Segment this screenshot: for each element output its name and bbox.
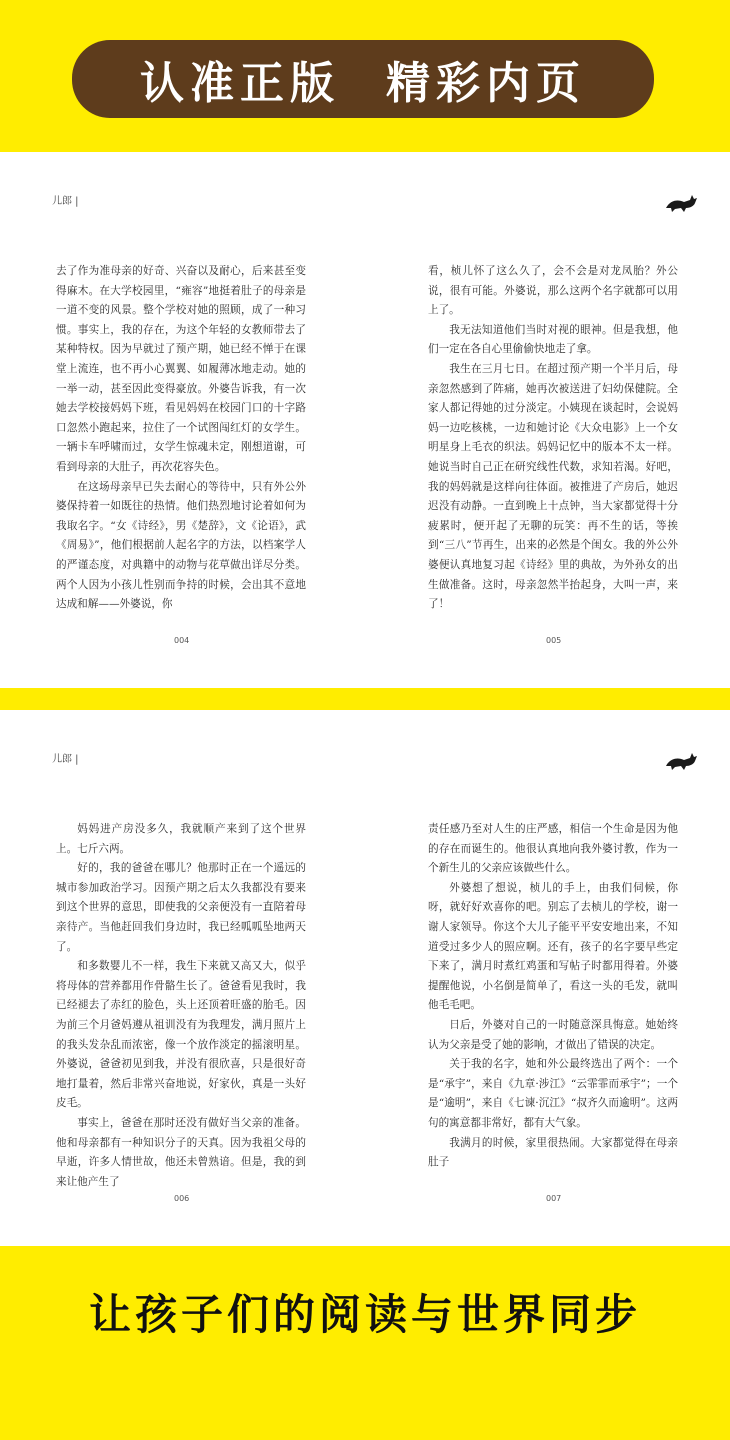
running-head: 儿郎 | [52,754,79,765]
paragraph: 在这场母亲早已失去耐心的等待中，只有外公外婆保持着一如既往的热情。他们热烈地讨论着如何为我取名字。“女《诗经》，男《楚辞》，文《论语》，武《周易》”，他们根据前人起名字的方法，以档案学人的严谨态度，对典籍中的动物与花草做出详尽分类。两个人因为小孩儿性别而争持的时候，会出其不意地达成和解——外婆说，你 [56,480,306,611]
authentic-edition-banner [72,40,654,118]
banner-right-text: 精彩内页 [386,58,586,109]
cat-icon [664,190,698,214]
page-number: 007 [546,1194,562,1203]
paragraph: 我无法知道他们当时对视的眼神。但是我想，他们一定在各自心里偷偷快地走了拿。 [428,323,678,356]
page-number: 005 [546,636,562,645]
paragraph: 好的，我的爸爸在哪儿？他那时正在一个遥远的城市参加政治学习。因预产期之后太久我都没有要来到这个世界的意思，即使我的父亲便没有一直陪着母亲待产。当他赶回我们身边时，我已经呱呱坠地两天了。 [56,862,306,953]
top-banner-band [0,0,730,152]
right-page-text [428,820,678,1173]
paragraph: 妈妈进产房没多久，我就顺产来到了这个世界上。七斤六两。 [56,823,306,855]
right-page-text [428,262,678,615]
book-spread-2 [0,710,730,1246]
paragraph: 事实上，爸爸在那时还没有做好当父亲的准备。他和母亲都有一种知识分子的天真。因为我祖父母的早逝，许多人情世故，他还未曾熟谙。但是，我的到来让他产生了 [56,1116,306,1188]
cat-icon [664,748,698,772]
page-number: 006 [174,1194,190,1203]
left-page-text [56,262,306,615]
page-number: 004 [174,636,190,645]
paragraph: 看，桢儿怀了这么久了，会不会是对龙凤胎？外公说，很有可能。外婆说，那么这两个名字就都可以用上了。 [428,265,678,317]
paragraph: 我生在三月七日。在超过预产期一个半月后，母亲忽然感到了阵痛，她再次被送进了妇幼保健院。全家人都记得她的过分淡定。小姨现在谈起时，会说妈妈一边吃核桃，一边和她讨论《大众电影》上一个女明星身上毛衣的织法。妈妈记忆中的版本不太一样。她说当时自己正在研究线性代数，求知若渴。好吧，我的妈妈就是这样向往体面。被推进了产房后，她迟迟没有动静。一直到晚上十点钟，当大家都觉得十分疲累时，便开起了无聊的玩笑：再不生的话，等挨到“三八”节再生，出来的必然是个闺女。我的外公外婆便认真地复习起《诗经》里的典故，为外孙女的出生做准备。这时，母亲忽然半抬起身，大叫一声，来了！ [428,362,678,611]
running-head: 儿郎 | [52,196,79,207]
bottom-slogan-band [0,1246,730,1440]
slogan-text: 让孩子们的阅读与世界同步 [88,1290,641,1339]
paragraph: 关于我的名字，她和外公最终选出了两个：一个是“承宇”，来自《九章·涉江》“云霏霏而承宇”；一个是“逾明”，来自《七谏·沉江》“叔齐久而逾明”。这两句的寓意都非常好，都有大气象。 [428,1058,678,1129]
banner-left-text: 认准正版 [140,58,340,109]
book-spread-1 [0,152,730,688]
divider-band [0,688,730,710]
paragraph: 去了作为准母亲的好奇、兴奋以及耐心，后来甚至变得麻木。在大学校园里，“雍容”地挺着肚子的母亲是一道不变的风景。整个学校对她的照顾，成了一种习惯。事实上，我的存在，为这个年轻的女教师带去了某种特权。因为早就过了预产期，她已经不惮于在课堂上流连，也不再小心翼翼、如履薄冰地走动。她的一举一动，甚至因此变得豪放。外婆告诉我，有一次她去学校接妈妈下班，看见妈妈在校园门口的十字路口忽然小跑起来，拉住了一个试图闯红灯的女学生。一辆卡车呼啸而过，女学生惊魂未定，刚想道谢，可看到母亲的大肚子，再次花容失色。 [56,265,306,473]
paragraph: 我满月的时候，家里很热闹。大家都觉得在母亲肚子 [428,1136,678,1169]
paragraph: 和多数婴儿不一样，我生下来就又高又大，似乎将母体的营养都用作骨骼生长了。爸爸看见我时，我已经褪去了赤红的脸色，头上还顶着旺盛的胎毛。因为前三个月爸妈遵从祖训没有为我理发，满月照片上的我头发杂乱而浓密，像一个放作淡定的摇滚明星。外婆说，爸爸初见到我，并没有很欣喜，只是很好奇地打量着，然后非常兴奋地说，好家伙，真是一头好皮毛。 [56,960,306,1110]
paragraph: 责任感乃至对人生的庄严感，相信一个生命是因为他的存在而诞生的。他很认真地向我外婆讨教，作为一个新生儿的父亲应该做些什么。 [428,823,678,875]
paragraph: 外婆想了想说，桢儿的手上，由我们伺候，你呀，就好好欢喜你的吧。别忘了去桢儿的学校，谢一谢人家领导。你这个大儿子能平平安安地出来，不知道受过多少人的照应啊。还有，孩子的名字要早些定下来了，满月时煮红鸡蛋和写帖子时都用得着。外婆提醒他说，小名倒是简单了，看这一头的毛发，就叫他毛毛吧。 [428,881,678,1012]
left-page-text [56,820,306,1192]
paragraph: 日后，外婆对自己的一时随意深具悔意。她始终认为父亲是受了她的影响，才做出了错误的决定。 [428,1018,678,1051]
